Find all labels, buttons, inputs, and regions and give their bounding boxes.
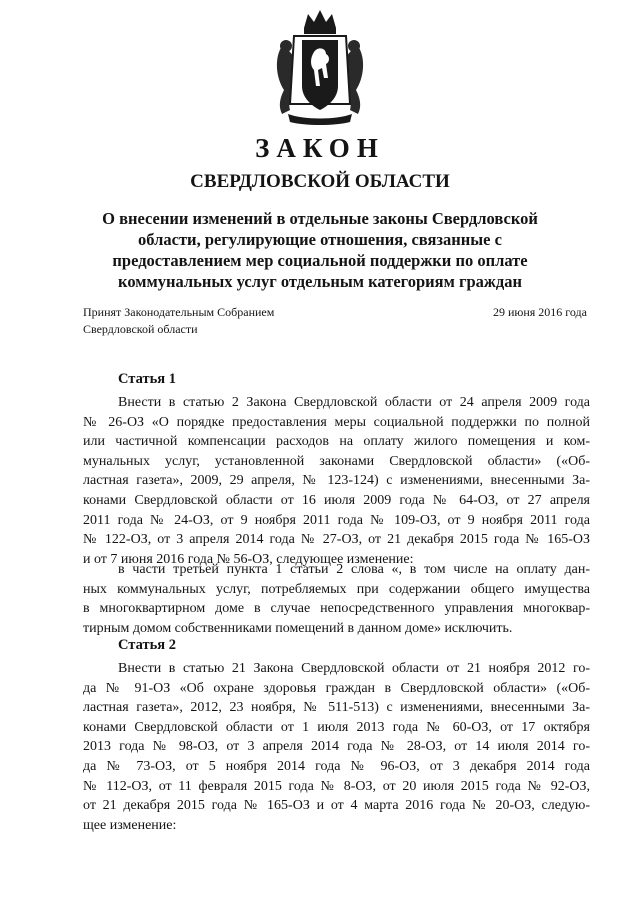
region-title: СВЕРДЛОВСКОЙ ОБЛАСТИ (190, 171, 450, 192)
article-1-heading: Статья 1 (118, 371, 176, 387)
article-2-paragraph-1 (83, 659, 590, 835)
text-line: да № 91-ОЗ «Об охране здоровья граждан в Свердловской области» («Об- (83, 680, 590, 696)
text-line: ластная газета», 2009, 29 апреля, № 123-124) с изменениями, внесенными За- (83, 473, 590, 489)
text-line: тирным домом собственниками помещений в данном доме» исключить. (83, 620, 513, 636)
adoption-note (83, 304, 274, 338)
text-line: мунальных услуг, установленной законами Свердловской области» («Об- (83, 453, 590, 469)
text-line: конами Свердловской области от 1 июля 2013 года № 60-ОЗ, от 17 октября (83, 719, 590, 735)
adoption-date: 29 июня 2016 года (492, 305, 587, 319)
text-line: ластная газета», 2012, 23 ноября, № 511-513) с изменениями, внесенными За- (83, 700, 590, 716)
text-line: конами Свердловской области от 16 июля 2009 года № 64-ОЗ, от 27 апреля (83, 492, 590, 508)
subject-line: коммунальных услуг отдельным категориям граждан (118, 272, 522, 291)
coat-of-arms-icon (264, 6, 376, 126)
text-line: щее изменение: (83, 817, 177, 833)
law-title: ЗАКОН (255, 133, 385, 163)
adoption-line: Принят Законодательным Собранием (83, 305, 275, 319)
text-line: 2013 года № 98-ОЗ, от 3 апреля 2014 года № 28-ОЗ, от 14 июля 2014 го- (83, 739, 590, 755)
text-line: и от 7 июня 2016 года № 56-ОЗ, следующее изменение: (83, 551, 414, 567)
subject-line: О внесении изменений в отдельные законы Свердловской (102, 209, 538, 228)
adoption-line: Свердловской области (83, 322, 198, 336)
text-line: № 26-ОЗ «О порядке предоставления меры социальной поддержки по полной (83, 414, 590, 430)
article-2-heading: Статья 2 (118, 637, 176, 653)
text-line: в многоквартирном доме в случае непосредственного управления многоквар- (83, 601, 590, 617)
text-line: в части третьей пункта 1 статьи 2 слова «, в том числе на оплату дан- (118, 562, 590, 577)
text-line: или частичной компенсации расходов на оплату жилого помещения и ком- (83, 434, 590, 450)
text-line: Внести в статью 2 Закона Свердловской области от 24 апреля 2009 года (118, 395, 590, 410)
law-subject (80, 208, 560, 292)
text-line: 2011 года № 24-ОЗ, от 9 ноября 2011 года № 109-ОЗ, от 9 ноября 2011 года (83, 512, 590, 528)
text-line: № 122-ОЗ, от 3 апреля 2014 года № 27-ОЗ, от 21 декабря 2015 года № 165-ОЗ (83, 532, 590, 548)
subject-line: предоставлением мер социальной поддержки по оплате (112, 251, 528, 270)
text-line: да № 73-ОЗ, от 5 ноября 2014 года № 96-ОЗ, от 3 декабря 2014 года (83, 758, 590, 774)
subject-line: области, регулирующие отношения, связанные с (138, 230, 502, 249)
article-1-paragraph-1 (83, 393, 590, 569)
text-line: № 112-ОЗ, от 11 февраля 2015 года № 8-ОЗ, от 20 июля 2015 года № 92-ОЗ, (83, 778, 590, 794)
article-1-paragraph-2 (83, 560, 590, 638)
text-line: Внести в статью 21 Закона Свердловской области от 21 ноября 2012 го- (118, 661, 590, 676)
text-line: ных коммунальных услуг, потребляемых при содержании общего имущества (83, 581, 590, 597)
text-line: от 21 декабря 2015 года № 165-ОЗ и от 4 марта 2016 года № 20-ОЗ, следую- (83, 798, 590, 814)
